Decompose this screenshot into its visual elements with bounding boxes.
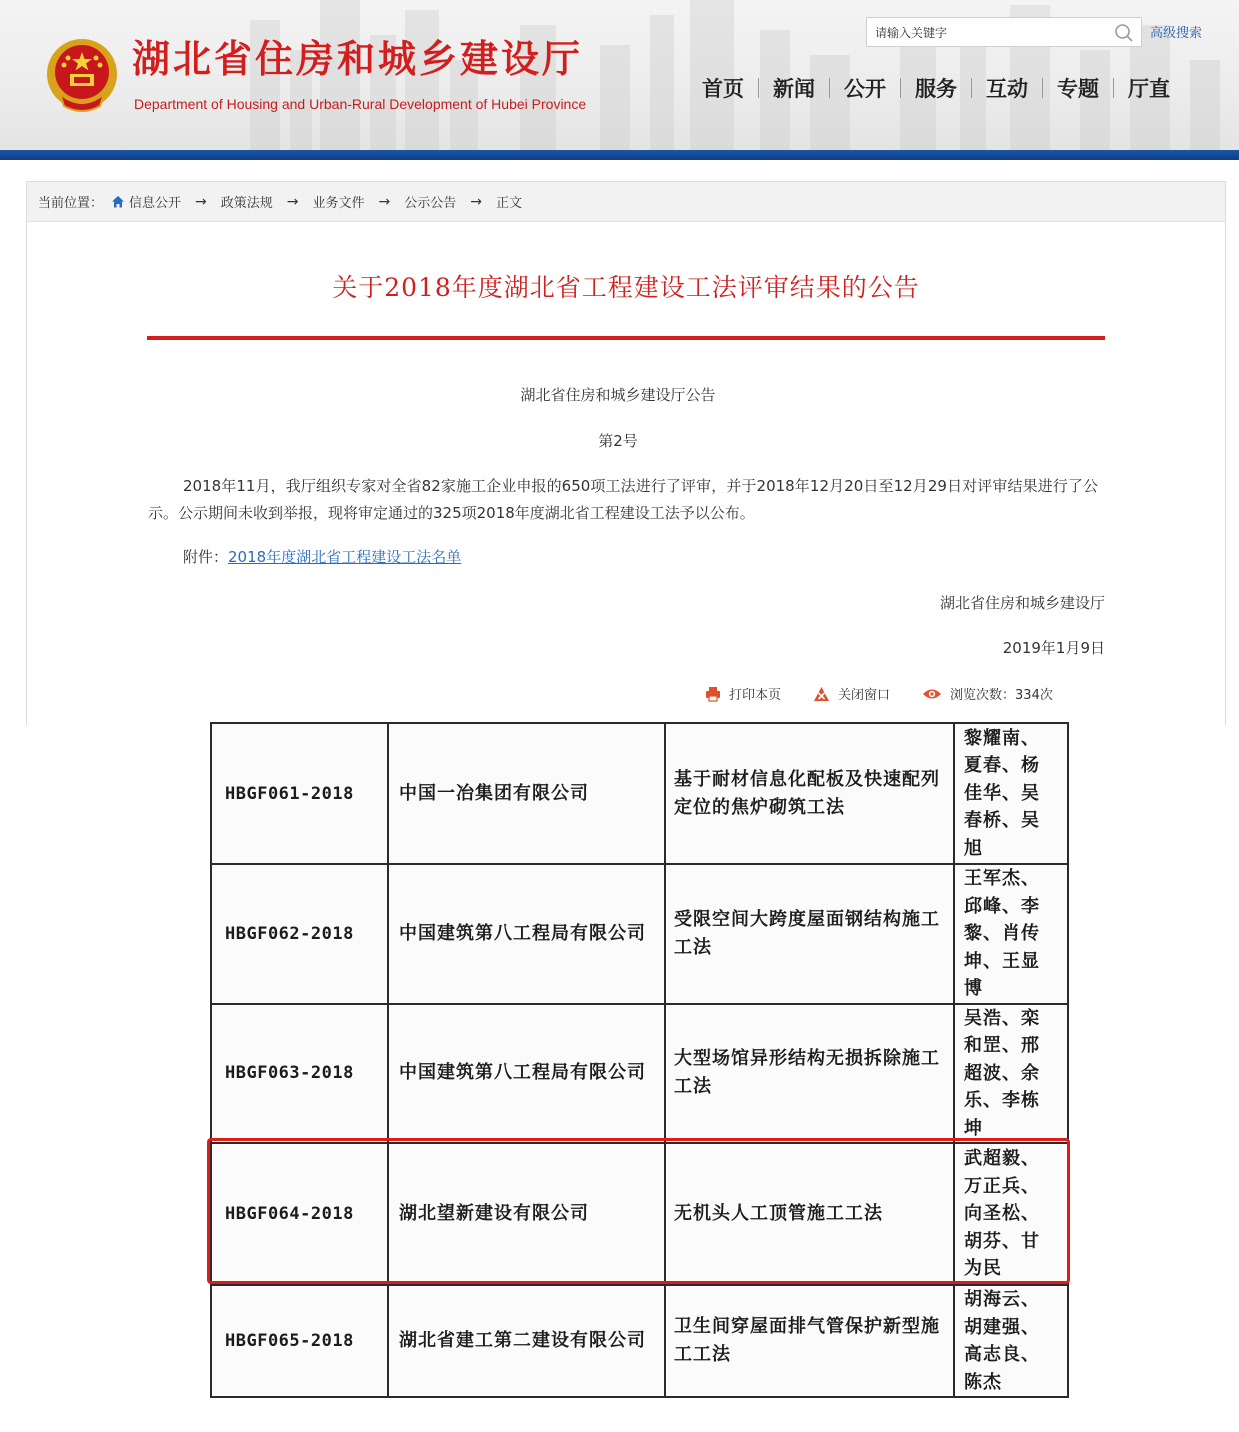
site-header bbox=[0, 0, 1239, 150]
search-input[interactable] bbox=[875, 24, 1095, 42]
eye-icon bbox=[922, 687, 942, 701]
attachment-line bbox=[183, 546, 461, 567]
announcement-number: 第2号 bbox=[598, 432, 638, 450]
nav-item-affiliates[interactable]: 厅直 bbox=[1128, 77, 1170, 101]
main-nav bbox=[688, 72, 1184, 104]
breadcrumb-item-business-docs[interactable]: 业务文件 bbox=[312, 196, 365, 211]
completers: 黎耀南、夏春、杨佳华、吴春桥、吴旭 bbox=[954, 723, 1068, 864]
breadcrumb-arrow-icon: → bbox=[286, 193, 299, 210]
issuer-line: 湖北省住房和城乡建设厅公告 bbox=[520, 386, 716, 404]
search-box bbox=[866, 17, 1142, 47]
completers: 胡海云、胡建强、高志良、陈杰 bbox=[954, 1285, 1068, 1397]
breadcrumb-item-current: 正文 bbox=[496, 196, 523, 211]
method-code: HBGF063-2018 bbox=[211, 1004, 388, 1144]
breadcrumb-label: 当前位置： bbox=[38, 196, 104, 211]
method-name: 受限空间大跨度屋面钢结构施工工法 bbox=[665, 864, 954, 1004]
home-icon bbox=[111, 195, 125, 209]
nav-item-services[interactable]: 服务 bbox=[915, 77, 957, 101]
search-icon[interactable] bbox=[1113, 22, 1135, 44]
table-row bbox=[211, 1004, 1068, 1144]
header-blue-bar bbox=[0, 150, 1239, 160]
breadcrumb-item-announcements[interactable]: 公示公告 bbox=[404, 196, 457, 211]
nav-item-home[interactable]: 首页 bbox=[702, 77, 744, 101]
method-list-table bbox=[210, 722, 1069, 1398]
nav-item-news[interactable]: 新闻 bbox=[773, 77, 815, 101]
completers: 武超毅、万正兵、向圣松、胡芬、甘为民 bbox=[954, 1143, 1068, 1285]
breadcrumb-arrow-icon: → bbox=[378, 193, 391, 210]
table-row bbox=[211, 864, 1068, 1004]
print-label: 打印本页 bbox=[729, 688, 782, 703]
attachment-link[interactable]: 2018年度湖北省工程建设工法名单 bbox=[228, 548, 462, 566]
title-divider bbox=[147, 336, 1105, 340]
company-name: 湖北省建工第二建设有限公司 bbox=[388, 1285, 665, 1397]
method-code: HBGF061-2018 bbox=[211, 723, 388, 864]
method-name: 无机头人工顶管施工工法 bbox=[665, 1143, 954, 1285]
view-count-label: 浏览次数：334次 bbox=[950, 688, 1053, 703]
article-tools bbox=[705, 684, 1085, 703]
company-name: 中国建筑第八工程局有限公司 bbox=[388, 1004, 665, 1144]
view-count bbox=[922, 684, 1053, 703]
method-code: HBGF064-2018 bbox=[211, 1143, 388, 1285]
table-row-highlighted bbox=[211, 1143, 1068, 1285]
article-title: 关于2018年度湖北省工程建设工法评审结果的公告 bbox=[332, 273, 920, 302]
method-name: 基于耐材信息化配板及快速配列定位的焦炉砌筑工法 bbox=[665, 723, 954, 864]
nav-item-interaction[interactable]: 互动 bbox=[986, 77, 1028, 101]
attachment-label: 附件： bbox=[183, 548, 229, 566]
signature: 湖北省住房和城乡建设厅 bbox=[939, 594, 1105, 612]
company-name: 中国一冶集团有限公司 bbox=[388, 723, 665, 864]
breadcrumb-arrow-icon: → bbox=[470, 193, 483, 210]
site-title: 湖北省住房和城乡建设厅 bbox=[132, 37, 584, 81]
close-window-label: 关闭窗口 bbox=[838, 688, 891, 703]
breadcrumb bbox=[27, 182, 1225, 222]
article-body: 2018年11月，我厅组织专家对全省82家施工企业申报的650项工法进行了评审，并于2018年12月20日至12月29日对评审结果进行了公示。公示期间未收到举报，现将审定通过的325项2018年度湖北省工程建设工法予以公布。 bbox=[148, 477, 1098, 522]
method-code: HBGF065-2018 bbox=[211, 1285, 388, 1397]
publish-date: 2019年1月9日 bbox=[1002, 639, 1105, 657]
national-emblem-icon bbox=[44, 36, 120, 116]
site-subtitle: Department of Housing and Urban-Rural Development of Hubei Province bbox=[134, 96, 587, 112]
nav-item-topics[interactable]: 专题 bbox=[1057, 77, 1099, 101]
breadcrumb-item-policy[interactable]: 政策法规 bbox=[220, 196, 273, 211]
company-name: 湖北望新建设有限公司 bbox=[388, 1143, 665, 1285]
completers: 吴浩、栾和罡、邢超波、余乐、李栋坤 bbox=[954, 1004, 1068, 1144]
printer-icon bbox=[705, 686, 721, 702]
company-name: 中国建筑第八工程局有限公司 bbox=[388, 864, 665, 1004]
method-name: 卫生间穿屋面排气管保护新型施工工法 bbox=[665, 1285, 954, 1397]
breadcrumb-item-info-disclosure[interactable]: 信息公开 bbox=[129, 196, 182, 211]
close-window-icon bbox=[813, 686, 830, 702]
advanced-search-link[interactable]: 高级搜索 bbox=[1150, 26, 1203, 41]
print-button[interactable] bbox=[705, 684, 781, 703]
table-row bbox=[211, 1285, 1068, 1397]
method-code: HBGF062-2018 bbox=[211, 864, 388, 1004]
close-window-button[interactable] bbox=[813, 684, 890, 703]
method-list-table-image bbox=[210, 722, 1067, 1394]
completers: 王军杰、邱峰、李黎、肖传坤、王显博 bbox=[954, 864, 1068, 1004]
method-name: 大型场馆异形结构无损拆除施工工法 bbox=[665, 1004, 954, 1144]
breadcrumb-arrow-icon: → bbox=[195, 193, 207, 210]
nav-item-disclosure[interactable]: 公开 bbox=[844, 77, 886, 101]
table-row bbox=[211, 723, 1068, 864]
